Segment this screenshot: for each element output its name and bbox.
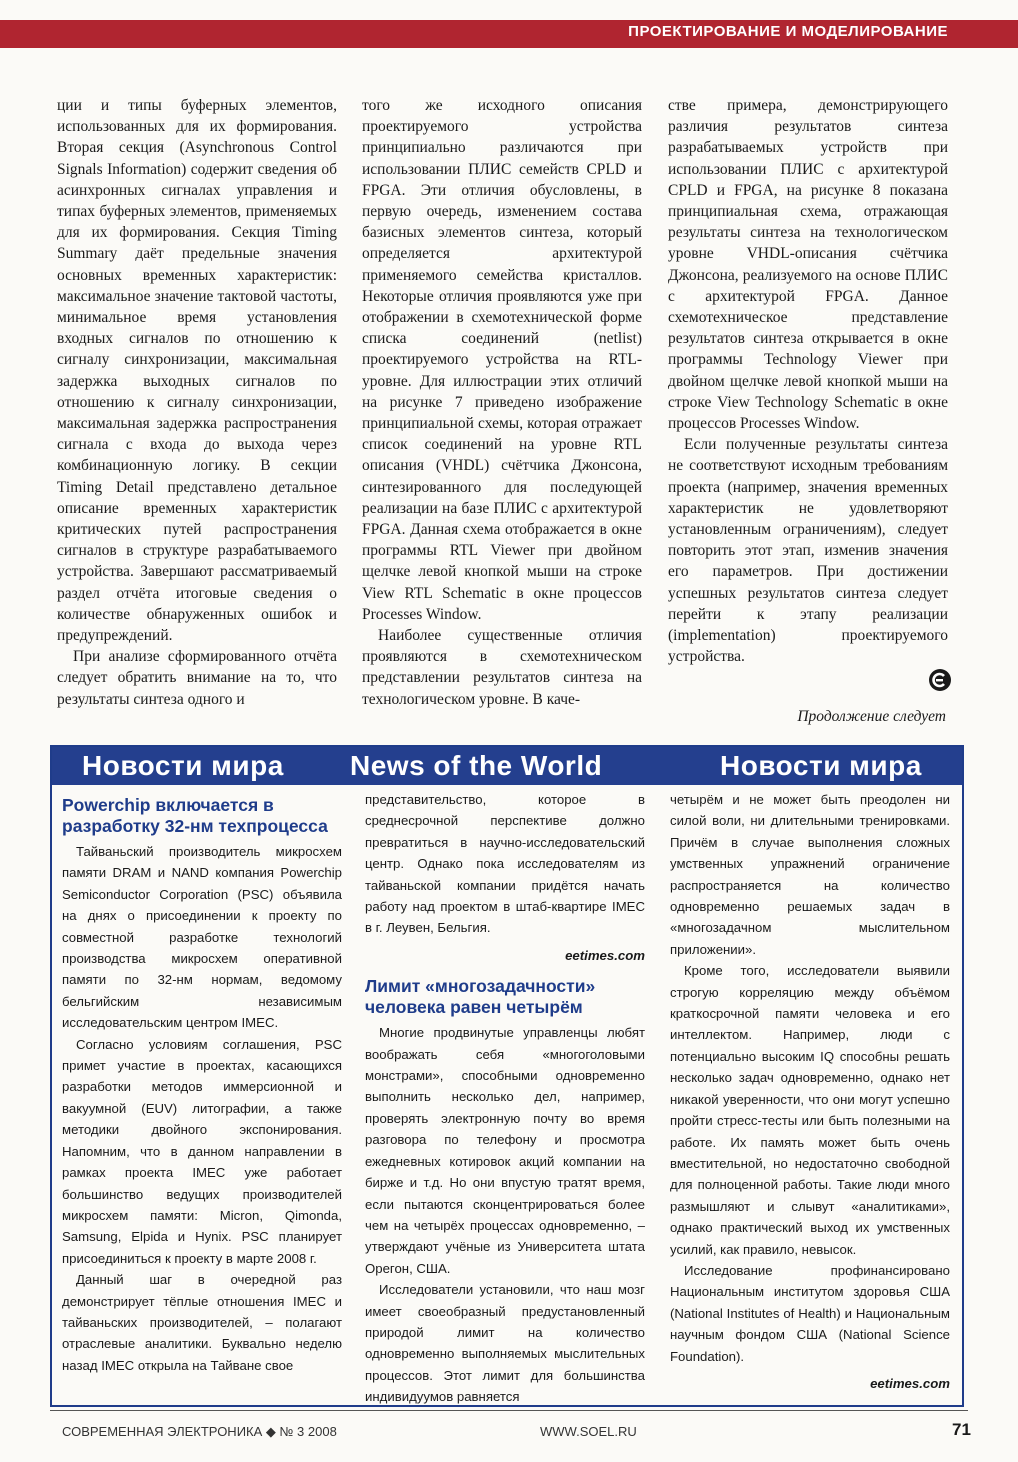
- continuation-note: Продолжение следует: [797, 708, 946, 725]
- news-column-3: [670, 789, 950, 1404]
- news-paragraph: Согласно условиям соглашения, PSC примет участие в проектах, касающихся разработки методов иммерсионной и вакуумной (EUV) литографии, а также методики двойного экспонирования. Напомним, что в данном направлении в рамках проекта IMEC уже работает большинство ведущих производителей микросхем памяти: Micron, Qimonda, Samsung, Elpida и Hynix. PSC планирует присоединиться к проекту в марте 2008 г.: [62, 1036, 342, 1266]
- news-banner: [52, 747, 962, 785]
- news-paragraph: Многие продвинутые управленцы любят воображать себя «многоголовыми монстрами», способными одновременно выполнить несколько дел, например, проверять электронную почту во время разговора по телефону и просмотра ежедневных котировок акций компании на бирже и т.д. Но они впустую тратят время, если пытаются сконцентрироваться более чем на четырёх процессах одновременно, – утверждают учёные из Университета штата Орегон, США.: [365, 1025, 645, 1276]
- journal-issue: СОВРЕМЕННАЯ ЭЛЕКТРОНИКА ◆ № 3 2008: [62, 1424, 337, 1439]
- article-paragraph: Наиболее существенные отличия проявляются в схемотехническом представлении результатов синтеза на технологическом уровне. В каче-: [362, 627, 642, 708]
- footer-divider: [50, 1410, 968, 1411]
- news-column-1: [62, 789, 342, 1376]
- se-logo-icon: [928, 668, 952, 692]
- news-of-the-world-box: [50, 745, 964, 1407]
- page-footer: [0, 1410, 1018, 1462]
- news-paragraph: Исследование профинансировано Национальным институтом здоровья США (National Institutes of Health) и Национальным научным фондом США (National Science Foundation).: [670, 1262, 950, 1364]
- article-paragraph: ции и типы буферных элементов, использованных для их формирования. Вторая секция (Asynchronous Control Signals Information) содержит сведения об асинхронных сигналах управления и типах буферных элементов, применяемых для их формирования. Секция Timing Summary даёт предельные значения основных временных характеристик: максимальное значение тактовой частоты, минимальное время установления входных сигналов по отношению к сигналу синхронизации, максимальная задержка выходных сигналов по отношению к сигналу синхронизации, максимальная задержка распространения сигнала с входа до выхода через комбинационную логику. В секции Timing Detail представлено детальное описание временных характеристик критических путей распространения сигналов в структуре разрабатываемого устройства. Завершают рассматриваемый раздел отчёта итоговые сведения о количестве обнаруженных ошибок и предупреждений.: [57, 97, 337, 645]
- news-column-2: [365, 789, 645, 1408]
- news-title: Powerchip включается в разработку 32-нм техпроцесса: [62, 795, 328, 836]
- article-paragraph: того же исходного описания проектируемого устройства принципиально различаются при использовании ПЛИС семейств CPLD и FPGA. Эти отличия обусловлены, в первую очередь, изменением состава базисных элементов синтеза, который определяется архитектурой применяемого семейства кристаллов. Некоторые отличия проявляются уже при отображении в схемотехнической форме списка соединений (netlist) проектируемого устройства на RTL-уровне. Для иллюстрации этих отличий на рисунке 7 приведено изображение принципиальной схемы, которая отражает список соединений на уровне RTL описания (VHDL) счётчика Джонсона, синтезированного для последующей реализации на базе ПЛИС с архитектурой FPGA. Данная схема отображается в окне программы RTL Viewer при двойном щелчке левой кнопкой мыши на строке View RTL Schematic в окне процессов Processes Window.: [362, 97, 642, 623]
- page-number: 71: [952, 1420, 971, 1439]
- news-paragraph: Исследователи установили, что наш мозг имеет своеобразный предустановленный природой лимит на количество одновременно выполняемых мыслительных процессов. Этот лимит для большинства индивидуумов равняется: [365, 1282, 645, 1405]
- section-header-band: [0, 20, 1018, 48]
- news-title: Лимит «многозадачности» человека равен четырём: [365, 976, 596, 1018]
- article-column-3: [668, 95, 948, 667]
- article-paragraph: Если полученные результаты синтеза не соответствуют исходным требованиям проекта (например, значения временных характеристик не удовлетворяют установленным ограничениям), следует повторить этот этап, изменив значения его параметров. При достижении успешных результатов синтеза следует перейти к этапу реализации (implementation) проектируемого устройства.: [668, 436, 948, 666]
- news-source: eetimes.com: [565, 947, 645, 963]
- news-paragraph: четырём и не может быть преодолен ни силой воли, ни длительными тренировками. Причём в случае выполнения сложных умственных упражнений ограничение распространяется на количество одновременно решаемых задач в «многозадачном мыслительном приложении».: [670, 792, 950, 957]
- section-title: ПРОЕКТИРОВАНИЕ И МОДЕЛИРОВАНИЕ: [628, 23, 948, 40]
- article-column-2: [362, 95, 642, 710]
- news-banner-right: Новости мира: [720, 750, 922, 781]
- news-banner-left: Новости мира: [82, 750, 284, 781]
- news-paragraph: Кроме того, исследователи выявили строгую корреляцию между объёмом краткосрочной памяти человека и его интеллектом. Например, люди с потенциально высоким IQ способны решать несколько задач одновременно, однако нет никакой уверенности, что они могут успешно пройти стресс-тесты или быть полезными на работе. Их память может быть очень вместительной, но недостаточно свободной для полноценной работы. Такие люди много размышляют и слывут «аналитиками», однако практический выход их умственных усилий, как правило, невысок.: [670, 963, 950, 1257]
- article-column-1: [57, 95, 337, 710]
- article-paragraph: стве примера, демонстрирующего различия результатов синтеза разрабатываемых устройств при использовании ПЛИС с архитектурой CPLD и FPGA, на рисунке 8 показана принципиальная схема, отражающая результаты синтеза на технологическом уровне VHDL-описания счётчика Джонсона, реализуемого на основе ПЛИС с архитектурой FPGA. Данное схемотехническое представление результатов синтеза открывается в окне программы Technology Viewer при двойном щелчке левой кнопкой мыши на строке View Technology Schematic в окне процессов Processes Window.: [668, 97, 948, 433]
- news-source: eetimes.com: [870, 1375, 950, 1391]
- article-paragraph: При анализе сформированного отчёта следует обратить внимание на то, что результаты синтеза одного и: [57, 648, 337, 708]
- journal-website: WWW.SOEL.RU: [540, 1424, 637, 1439]
- news-paragraph: представительство, которое в среднесрочной перспективе должно превратиться в научно-исследовательский центр. Однако пока исследователям из тайваньской компании придётся начать работу над проектом в штаб-квартире IMEC в г. Леувен, Бельгия.: [365, 792, 645, 936]
- news-banner-center: News of the World: [350, 750, 603, 781]
- news-paragraph: Тайваньский производитель микросхем памяти DRAM и NAND компания Powerchip Semiconductor Corporation (PSC) объявила на днях о присоединении к проекту по совместной разработке технологий производства микросхем оперативной памяти по 32-нм нормам, ведомому бельгийским независимым исследовательским центром IMEC.: [62, 844, 342, 1031]
- news-paragraph: Данный шаг в очередной раз демонстрирует тёплые отношения IMEC и тайваньских производителей, – полагают отраслевые аналитики. Буквально неделю назад IMEC открыла на Тайване свое: [62, 1272, 342, 1373]
